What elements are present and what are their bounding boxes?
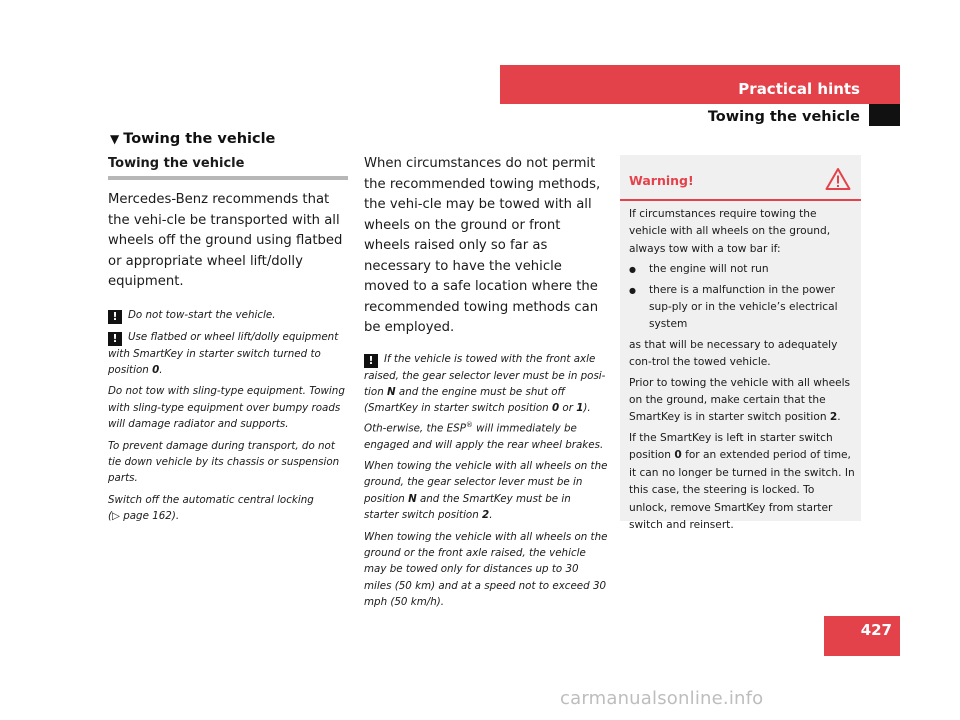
note-text: . — [489, 509, 493, 522]
warning-header — [620, 155, 861, 201]
notes-list — [364, 351, 608, 611]
switch-position: 0 — [551, 402, 560, 415]
note-item — [364, 458, 608, 524]
warning-paragraph: as that will be necessary to adequately con-trol the towed vehicle. — [629, 338, 838, 369]
gear-position: N — [387, 385, 396, 398]
warning-intro: If circumstances require towing the vehicle with all wheels on the ground, always tow with a tow bar if: — [629, 208, 831, 255]
exclamation-icon: ! — [108, 332, 122, 346]
header-marker — [869, 104, 900, 126]
position-value: 0 — [152, 363, 160, 376]
note-text: will immediately be engaged and will apply the rear wheel brakes. — [364, 422, 604, 451]
warning-box — [620, 155, 861, 531]
page-number: 427 — [860, 621, 892, 639]
bullet-item — [629, 282, 855, 334]
subsection-title: Towing the vehicle — [707, 109, 860, 125]
warning-title: Warning! — [629, 173, 694, 188]
middle-column — [364, 154, 608, 616]
note-item — [108, 492, 348, 525]
watermark: carmanualsonline.info — [560, 688, 764, 709]
warning-text: . — [837, 411, 841, 424]
switch-position: 0 — [674, 449, 682, 462]
note-text: When towing the vehicle with all wheels on the ground, the gear selector lever must be in position — [364, 459, 608, 505]
note-item: When towing the vehicle with all wheels on the ground or the front axle raised, the vehicle may be towed only for distances up to 30 miles (50 km) and at a speed not to exceed 30 mph (50 km/h). — [364, 530, 608, 609]
registered-mark: ® — [465, 420, 473, 429]
triangle-down-icon: ▼ — [110, 132, 120, 146]
warning-triangle-icon — [825, 167, 851, 191]
warning-text: for an extended period of time, it can no longer be turned in the switch. In this case, the steering is locked. To unlock, remove SmartKey from starter switch and reinsert. — [629, 449, 855, 531]
intro-paragraph: Mercedes-Benz recommends that the vehi-cle be transported with all wheels off the ground using flatbed or appropriate wheel lift/dolly equipment. — [108, 192, 343, 289]
page-heading-text: Towing the vehicle — [123, 131, 276, 147]
note-text: Switch off the automatic central locking — [108, 493, 314, 506]
note-item: Do not tow with sling-type equipment. Towing with sling-type equipment over bumpy roads will damage radiator and supports. — [108, 385, 345, 431]
warning-text: If the SmartKey is left in starter switch position — [629, 431, 833, 462]
notes-list — [108, 307, 348, 525]
note-text: If the vehicle is towed with the front axle raised, the gear selector lever must be in posi-tion — [364, 352, 606, 398]
exclamation-icon: ! — [364, 354, 378, 368]
note-text: and the engine must be shut off (SmartKey in starter switch position — [364, 385, 565, 415]
note-item: To prevent damage during transport, do not tie down vehicle by its chassis or suspension parts. — [108, 439, 340, 485]
bullet-icon: ● — [629, 285, 636, 295]
bullet-text: the engine will not run — [649, 263, 769, 276]
note-text: ). Oth-erwise, the ESP — [364, 402, 591, 435]
alternative-towing-paragraph: When circumstances do not permit the recommended towing methods, the vehi-cle may be towed with all wheels on the ground or front wheels raised only so far as necessary to have the vehicle moved to a safe location where the recommended towing methods can be employed. — [364, 156, 601, 335]
note-item — [108, 307, 348, 324]
bullet-item — [629, 261, 855, 278]
switch-position: 2 — [482, 509, 490, 522]
warning-body — [629, 206, 855, 537]
note-text: Do not tow-start the vehicle. — [128, 308, 276, 321]
bullet-icon: ● — [629, 265, 636, 275]
warning-paragraph — [629, 430, 855, 534]
bullet-text: there is a malfunction in the power sup-ply or in the vehicle’s electrical system — [649, 283, 838, 331]
note-item: ! Use flatbed or wheel lift/dolly equipment with SmartKey in starter switch turned to position 0. — [108, 330, 339, 376]
left-column — [108, 156, 348, 530]
switch-position: 2 — [829, 411, 838, 424]
switch-position: 1 — [576, 402, 584, 415]
warning-paragraph — [629, 375, 855, 427]
note-item — [364, 351, 608, 453]
note-text: Use flatbed or wheel lift/dolly equipment with SmartKey in starter switch turned to position — [108, 330, 339, 376]
page-reference-link[interactable]: (▷ page 162). — [108, 510, 180, 523]
warning-text: Prior to towing the vehicle with all wheels on the ground, make certain that the SmartKey is in starter switch position — [629, 376, 851, 424]
sub-heading: Towing the vehicle — [108, 156, 348, 180]
exclamation-icon: ! — [108, 310, 122, 324]
page-heading — [110, 131, 275, 147]
note-text: and the SmartKey must be in starter switch position — [364, 492, 571, 522]
gear-position: N — [408, 492, 417, 505]
section-title: Practical hints — [738, 80, 860, 98]
note-text: or — [559, 402, 577, 415]
